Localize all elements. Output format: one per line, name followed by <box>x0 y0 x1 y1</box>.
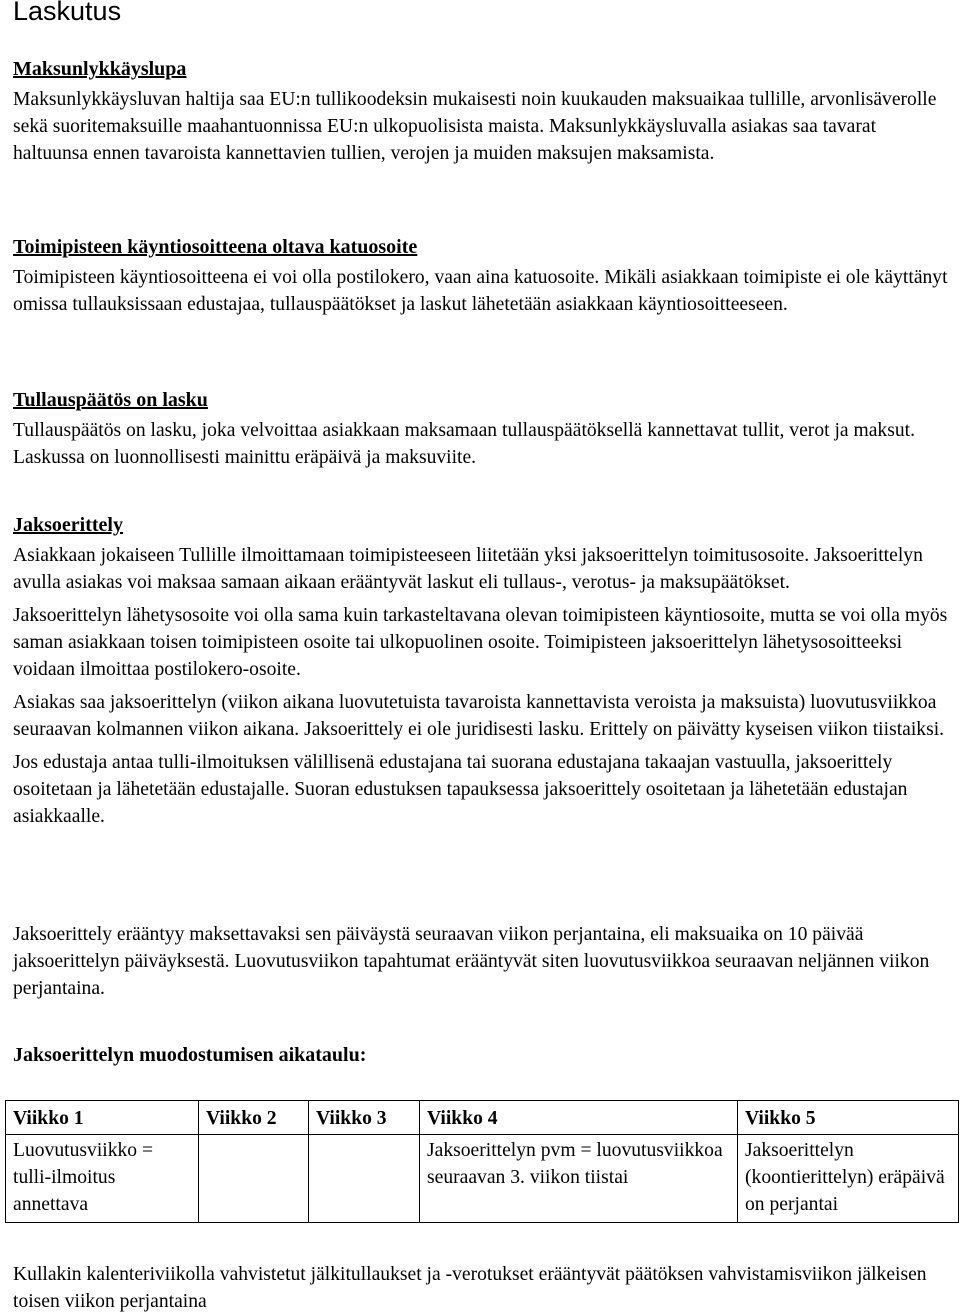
schedule-column-header: Viikko 3 <box>309 1101 420 1135</box>
section-heading: Tullauspäätös on lasku <box>13 389 208 411</box>
schedule-footnote-block <box>13 1261 953 1315</box>
table-row <box>6 1135 959 1223</box>
section-maksunlykkayslupa <box>13 56 953 167</box>
section-tullauspaatos <box>13 387 953 471</box>
schedule-heading: Jaksoerittelyn muodostumisen aikataulu: <box>13 1044 367 1066</box>
schedule-cell: Jaksoerittelyn (koontierittelyn) eräpäivä on perjantai <box>738 1135 959 1223</box>
schedule-cell <box>199 1135 309 1223</box>
section-paragraph: Jaksoerittely erääntyy maksettavaksi sen päiväystä seuraavan viikon perjantaina, eli maksuaika on 10 päivää jaksoerittelyn päiväyksestä. Luovutusviikon tapahtumat erääntyvät siten luovutusviikkoa seuraavan neljännen viikon perjantaina. <box>13 924 930 999</box>
section-erapaiva <box>13 921 953 1002</box>
schedule-column-header: Viikko 4 <box>420 1101 738 1135</box>
section-paragraph: Tullauspäätös on lasku, joka velvoittaa asiakkaan maksamaan tullauspäätöksellä kannettavat tullit, verot ja maksut. Laskussa on luonnollisesti mainittu eräpäivä ja maksuviite. <box>13 420 915 468</box>
schedule-column-header: Viikko 5 <box>738 1101 959 1135</box>
schedule-cell: Luovutusviikko = tulli-ilmoitus annettava <box>6 1135 199 1223</box>
section-jaksoerittely <box>13 512 953 830</box>
section-heading: Maksunlykkäyslupa <box>13 58 187 80</box>
page-title: Laskutus <box>13 0 122 26</box>
schedule-column-header: Viikko 1 <box>6 1101 199 1135</box>
section-paragraph: Toimipisteen käyntiosoitteena ei voi olla postilokero, vaan aina katuosoite. Mikäli asiakkaan toimipiste ei ole käyttänyt omissa tullauksissaan edustajaa, tullauspäätökset ja laskut lähetetään asiakkaan käyntiosoitteeseen. <box>13 267 948 315</box>
schedule-column-header: Viikko 2 <box>199 1101 309 1135</box>
section-paragraph: Asiakas saa jaksoerittelyn (viikon aikana luovutetuista tavaroista kannettavista veroista ja maksuista) luovutusviikkoa seuraavan kolmannen viikon aikana. Jaksoerittely ei ole juridisesti lasku. Erittely on päivätty kyseisen viikon tiistaiksi. <box>13 692 945 740</box>
schedule-table <box>5 1100 959 1223</box>
schedule-cell <box>309 1135 420 1223</box>
section-paragraph: Maksunlykkäysluvan haltija saa EU:n tullikoodeksin mukaisesti noin kuukauden maksuaikaa tullille, arvonlisäverolle sekä suoritemaksuille maahantuonnissa EU:n ulkopuolisista maista. Maksunlykkäysluvalla asiakas saa tavarat haltuunsa ennen tavaroista kannettavien tullien, verojen ja muiden maksujen maksamista. <box>13 89 937 164</box>
section-katuosoite <box>13 234 953 318</box>
schedule-header-row <box>6 1101 959 1135</box>
schedule-footnote: Kullakin kalenteriviikolla vahvistetut jälkitullaukset ja -verotukset erääntyvät päätöksen vahvistamisviikon jälkeisen toisen viikon perjantaina <box>13 1264 927 1312</box>
section-paragraph: Jos edustaja antaa tulli-ilmoituksen välillisenä edustajana tai suorana edustajana takaajan vastuulla, jaksoerittely osoitetaan ja lähetetään edustajalle. Suoran edustuksen tapauksessa jaksoerittely osoitetaan ja lähetetään edustajan asiakkaalle. <box>13 752 908 827</box>
section-heading: Toimipisteen käyntiosoitteena oltava katuosoite <box>13 236 418 258</box>
section-paragraph: Asiakkaan jokaiseen Tullille ilmoittamaan toimipisteeseen liitetään yksi jaksoerittelyn toimitusosoite. Jaksoerittelyn avulla asiakas voi maksaa samaan aikaan erääntyvät laskut eli tullaus-, verotus- ja maksupäätökset. <box>13 545 923 593</box>
section-heading: Jaksoerittely <box>13 514 123 536</box>
schedule-cell: Jaksoerittelyn pvm = luovutusviikkoa seuraavan 3. viikon tiistai <box>420 1135 738 1223</box>
section-paragraph: Jaksoerittelyn lähetysosoite voi olla sama kuin tarkasteltavana olevan toimipisteen käyntiosoite, mutta se voi olla myös saman asiakkaan toisen toimipisteen osoite tai ulkopuolinen osoite. Toimipisteen jaksoerittelyn lähetysosoitteeksi voidaan ilmoittaa postilokero-osoite. <box>13 605 948 680</box>
schedule-heading-block <box>13 1042 953 1068</box>
